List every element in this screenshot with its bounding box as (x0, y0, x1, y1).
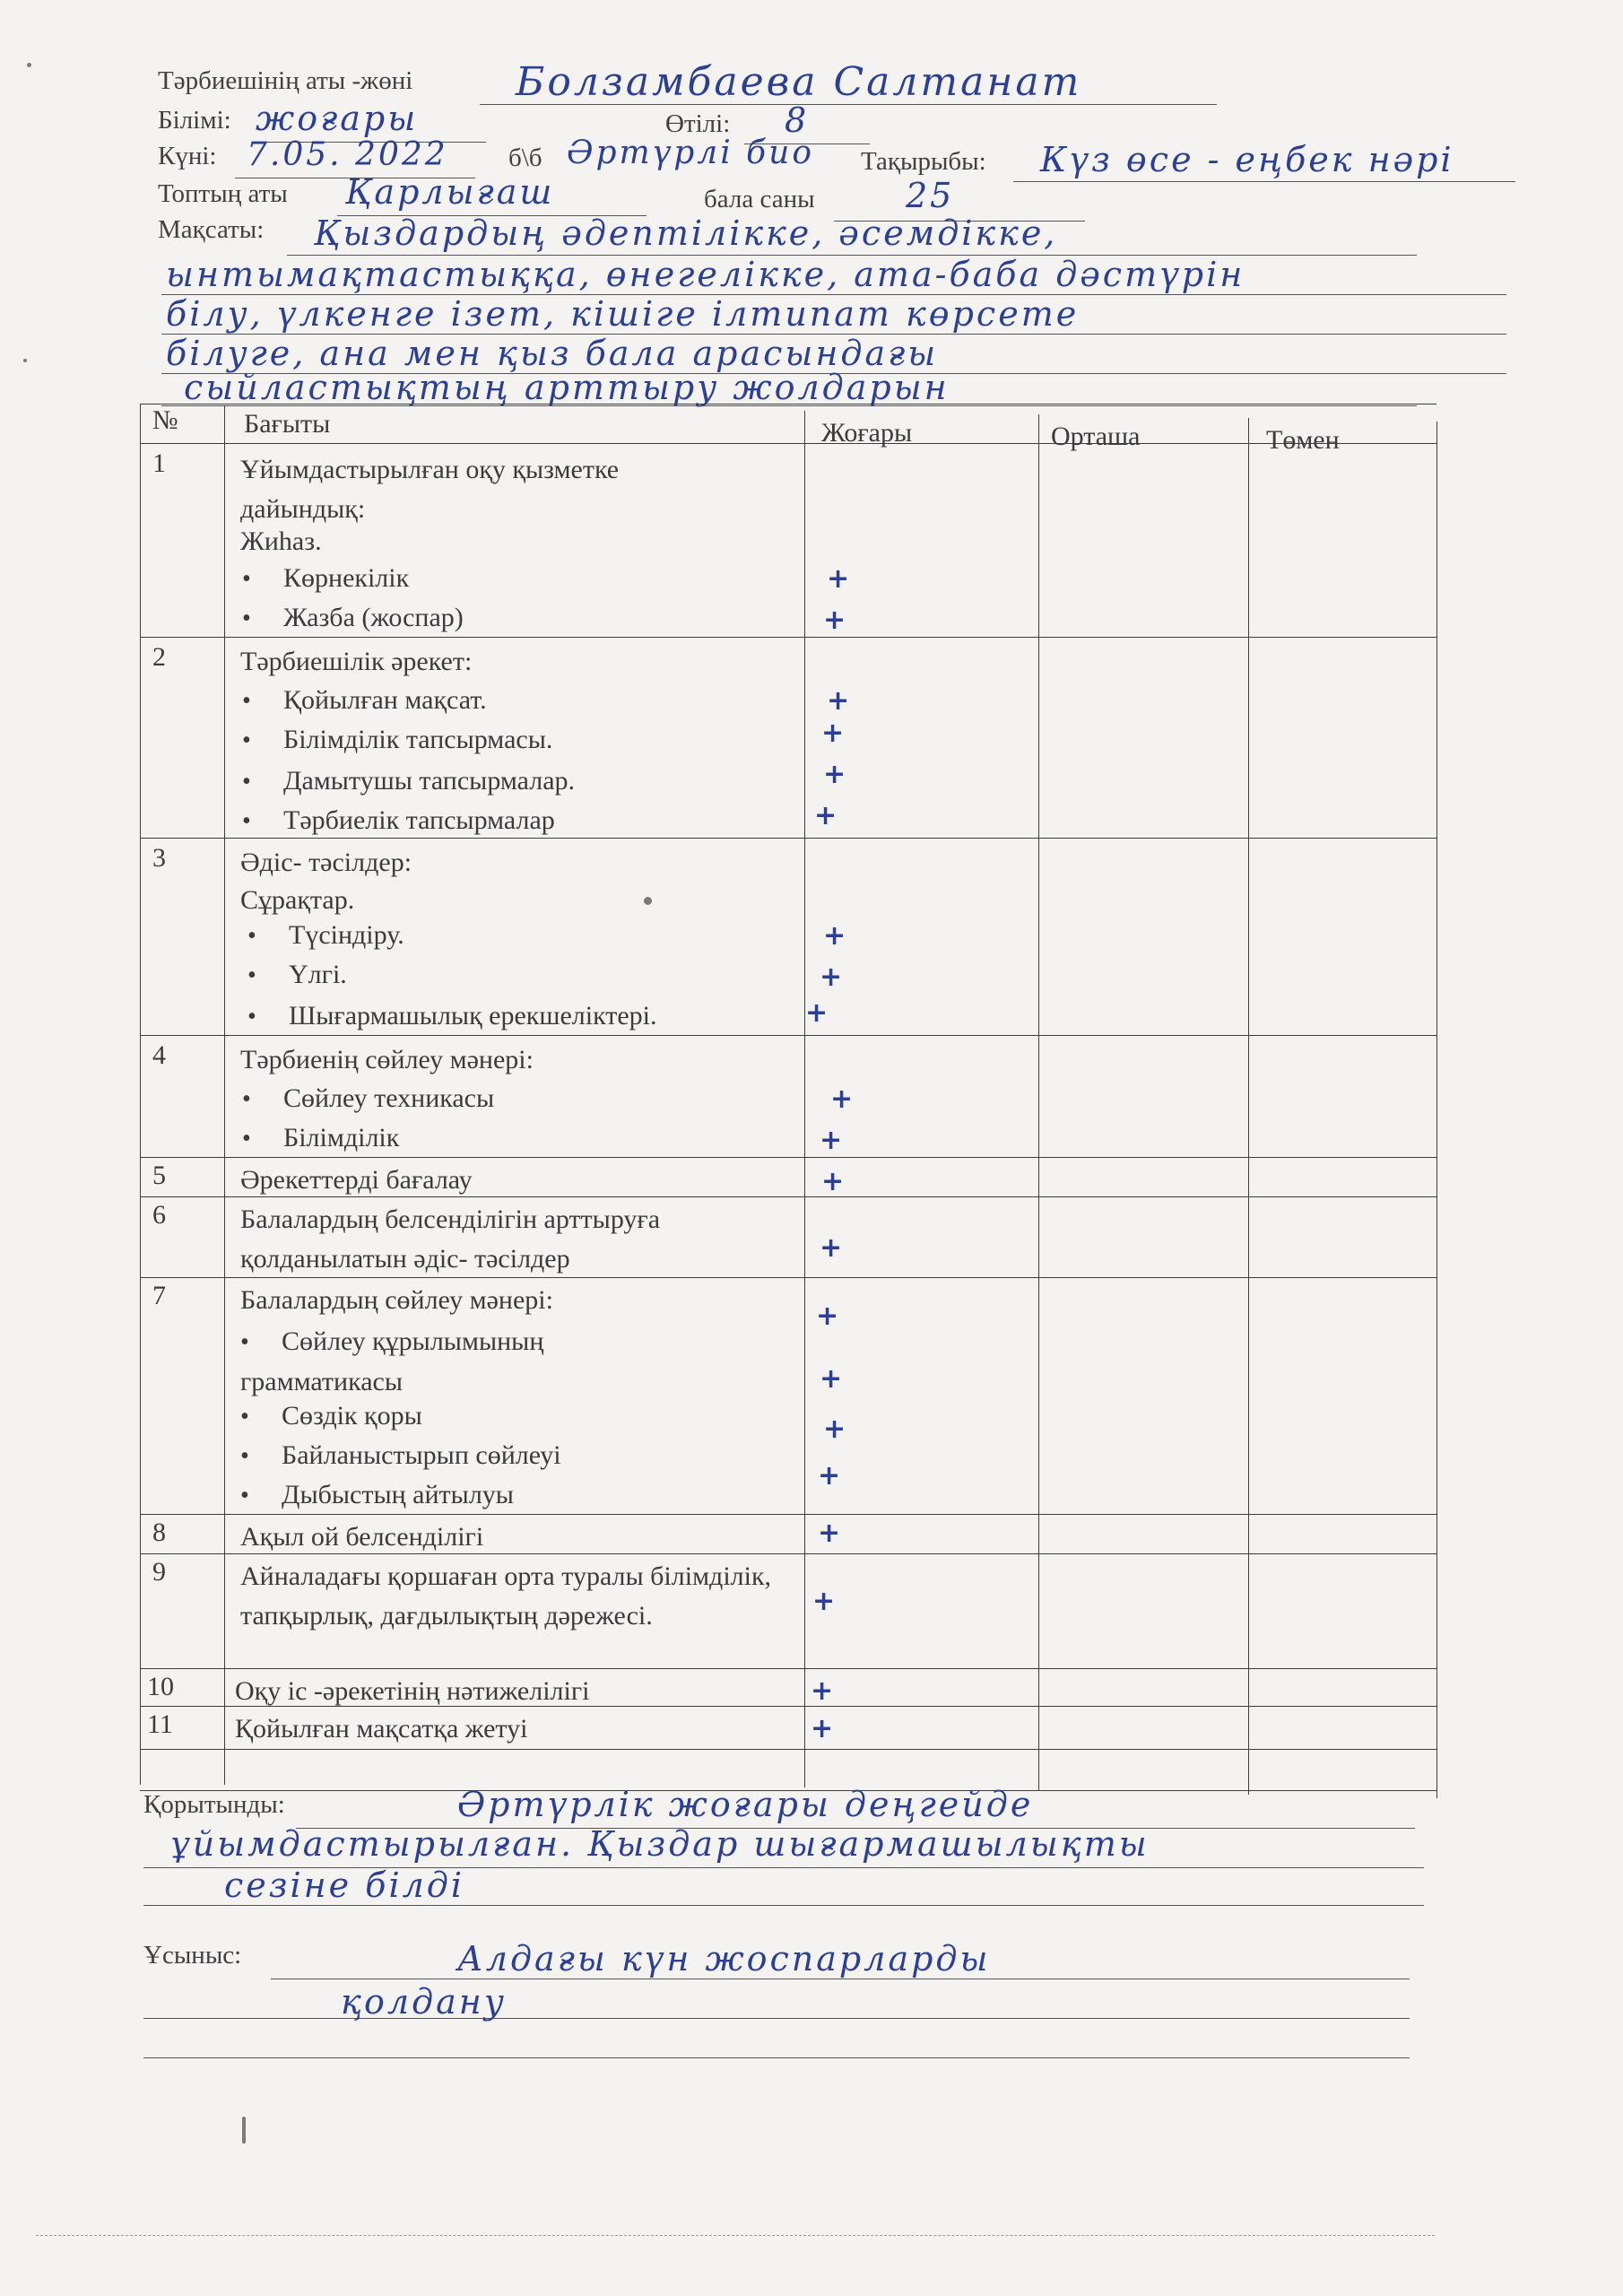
row-10-number: 10 (147, 1672, 174, 1701)
group-label: Топтың аты (158, 179, 288, 208)
row-1-bullet-2: • Жазба (жоспар) (242, 603, 464, 633)
col-header-mid: Орташа (1051, 422, 1141, 451)
row-2-mark-1: + (827, 685, 850, 717)
suggestion-underline-2 (143, 2018, 1410, 2019)
row-divider-3 (140, 1035, 1436, 1036)
row-divider-7 (140, 1514, 1436, 1515)
suggestion-underline-3 (143, 2057, 1410, 2058)
table-border-left (140, 404, 141, 1785)
row-1-sub: Жиһаз. (240, 526, 322, 556)
row-1-mark-1: + (827, 563, 850, 595)
row-7-bullet-1: • Сөйлеу құрылымының грамматикасы (240, 1322, 617, 1402)
table-col-divider-direction (804, 411, 805, 1787)
row-6-number: 6 (152, 1200, 166, 1230)
col-header-low: Төмен (1266, 425, 1340, 455)
table-header-bottom (140, 443, 1436, 444)
topic-underline (1013, 181, 1515, 182)
education-label: Білімі: (158, 106, 231, 135)
row-7-mark-1: + (816, 1300, 839, 1332)
suggestion-line-2: қолдану (341, 1982, 507, 2022)
row-1-bullet-1: • Көрнекілік (242, 563, 409, 594)
row-9-title: Айналадағы қоршаған орта туралы білімділік, тапқырлық, дағдылықтың дәрежесі. (240, 1561, 772, 1631)
topic-label: Тақырыбы: (861, 147, 986, 176)
topic-value: Күз өсе - еңбек нәрі (1040, 140, 1454, 179)
row-2-bullet-3: • Дамытушы тапсырмалар. (242, 766, 575, 796)
row-divider-11 (140, 1749, 1436, 1750)
area-label: б\б (508, 144, 542, 172)
row-9-number: 9 (152, 1557, 166, 1587)
row-2-bullet-4: • Тәрбиелік тапсырмалар (242, 805, 555, 836)
goal-line-2: ынтымақтастыққа, өнегелікке, ата-баба дәстүрін (166, 255, 1245, 294)
col-header-direction: Бағыты (244, 409, 331, 439)
group-value: Қарлығаш (345, 172, 555, 212)
row-4-mark-1: + (830, 1083, 854, 1115)
row-2-mark-4: + (814, 800, 838, 831)
row-divider-9 (140, 1668, 1436, 1669)
suggestion-line-1: Алдағы күн жоспарларды (457, 1939, 991, 1979)
conclusion-label: Қорытынды: (143, 1790, 285, 1819)
scan-edge-line (36, 2235, 1435, 2236)
row-11-title: Қойылған мақсатқа жетуі (235, 1714, 528, 1744)
row-divider-4 (140, 1157, 1436, 1158)
table-border-right (1436, 422, 1437, 1798)
conclusion-line-3: сезіне білді (224, 1866, 465, 1905)
goal-label: Мақсаты: (158, 215, 265, 244)
row-10-title: Оқу іс -әрекетінің нәтижелілігі (235, 1676, 590, 1706)
goal-line-1: Қыздардың әдептілікке, әсемдікке, (314, 213, 1058, 253)
row-3-mark-1: + (823, 920, 846, 952)
row-4-title: Тәрбиенің сөйлеу мәнері: (240, 1045, 534, 1074)
row-4-bullet-1: • Сөйлеу техникасы (242, 1083, 494, 1114)
date-label: Күні: (158, 142, 217, 170)
row-3-number: 3 (152, 843, 166, 873)
row-2-title: Тәрбиешілік әрекет: (240, 647, 473, 676)
teacher-name-label: Тәрбиешінің аты -жөні (158, 66, 413, 95)
row-3-title: Әдіс- тәсілдер: (240, 848, 412, 877)
table-col-divider-mid (1248, 418, 1249, 1795)
teacher-name-value: Болзамбаева Салтанат (516, 59, 1082, 105)
children-count-value: 25 (906, 176, 955, 215)
experience-label: Өтілі: (665, 109, 731, 138)
row-7-bullet-2: • Сөздік қоры (240, 1401, 422, 1431)
row-6-title: Балалардың белсенділігін арттыруға қолданылатын әдіс- тәсілдер (240, 1205, 661, 1274)
goal-line-3: білу, үлкенге ізет, кішіге ілтипат көрсете (166, 294, 1080, 334)
row-7-title: Балалардың сөйлеу мәнері: (240, 1285, 553, 1315)
scan-speck (23, 359, 27, 362)
row-5-title: Әрекеттерді бағалау (240, 1165, 473, 1195)
row-2-mark-2: + (821, 718, 845, 749)
conclusion-line-1: Әртүрлік жоғары деңгейде (457, 1785, 1034, 1824)
row-10-mark-1: + (811, 1675, 834, 1707)
row-3-mark-3: + (805, 997, 829, 1029)
row-7-mark-2: + (820, 1363, 843, 1395)
row-2-number: 2 (152, 642, 166, 672)
row-3-sub: Сұрақтар. (240, 885, 355, 915)
row-divider-2 (140, 838, 1436, 839)
row-11-number: 11 (147, 1709, 173, 1739)
suggestion-label: Ұсыныс: (143, 1941, 242, 1970)
scan-speck (27, 63, 31, 67)
row-4-mark-2: + (820, 1125, 843, 1156)
area-value: Әртүрлі био (567, 135, 814, 171)
education-value: жоғары (256, 99, 419, 138)
row-5-number: 5 (152, 1161, 166, 1190)
row-3-bullet-3: • Шығармашылық ерекшеліктері. (247, 1001, 657, 1031)
row-7-bullet-4: • Дыбыстың айтылуы (240, 1480, 514, 1510)
children-count-label: бала саны (704, 185, 815, 213)
table-col-divider-no (224, 405, 225, 1785)
row-3-bullet-2: • Үлгі. (247, 960, 347, 990)
row-2-bullet-2: • Білімділік тапсырмасы. (242, 725, 552, 755)
scan-speck (644, 897, 652, 905)
conclusion-line-2: ұйымдастырылған. Қыздар шығармашылықты (170, 1824, 1150, 1864)
row-2-mark-3: + (823, 759, 846, 790)
row-8-mark-1: + (818, 1518, 841, 1549)
row-4-number: 4 (152, 1040, 166, 1070)
date-value: 7.05. 2022 (247, 136, 448, 173)
col-header-high: Жоғары (821, 418, 913, 448)
row-1-mark-2: + (823, 604, 846, 636)
row-4-bullet-2: • Білімділік (242, 1123, 399, 1153)
conclusion-underline-3 (143, 1905, 1424, 1906)
row-7-number: 7 (152, 1281, 166, 1310)
goal-line-4: білуге, ана мен қыз бала арасындағы (166, 334, 939, 373)
row-11-mark-1: + (811, 1713, 834, 1744)
scan-smudge (242, 2117, 246, 2144)
col-header-no: № (152, 405, 178, 435)
row-divider-1 (140, 637, 1436, 638)
row-2-bullet-1: • Қойылған мақсат. (242, 685, 487, 716)
row-9-mark-1: + (812, 1586, 836, 1617)
row-6-mark-1: + (820, 1232, 843, 1264)
row-3-bullet-1: • Түсіндіру. (247, 920, 404, 951)
row-7-bullet-3: • Байланыстырып сөйлеуі (240, 1440, 561, 1471)
goal-line-5: сыйластықтың арттыру жолдарын (184, 368, 950, 407)
row-1-number: 1 (152, 448, 166, 478)
row-8-title: Ақыл ой белсенділігі (240, 1522, 484, 1552)
table-col-divider-high (1038, 414, 1039, 1791)
row-1-title: Ұйымдастырылған оқу қызметке дайындық: (240, 455, 620, 524)
row-3-mark-2: + (820, 961, 843, 993)
row-7-mark-3: + (823, 1413, 846, 1445)
row-7-mark-4: + (818, 1460, 841, 1492)
experience-value: 8 (785, 100, 810, 140)
row-5-mark-1: + (821, 1166, 845, 1197)
row-8-number: 8 (152, 1518, 166, 1547)
